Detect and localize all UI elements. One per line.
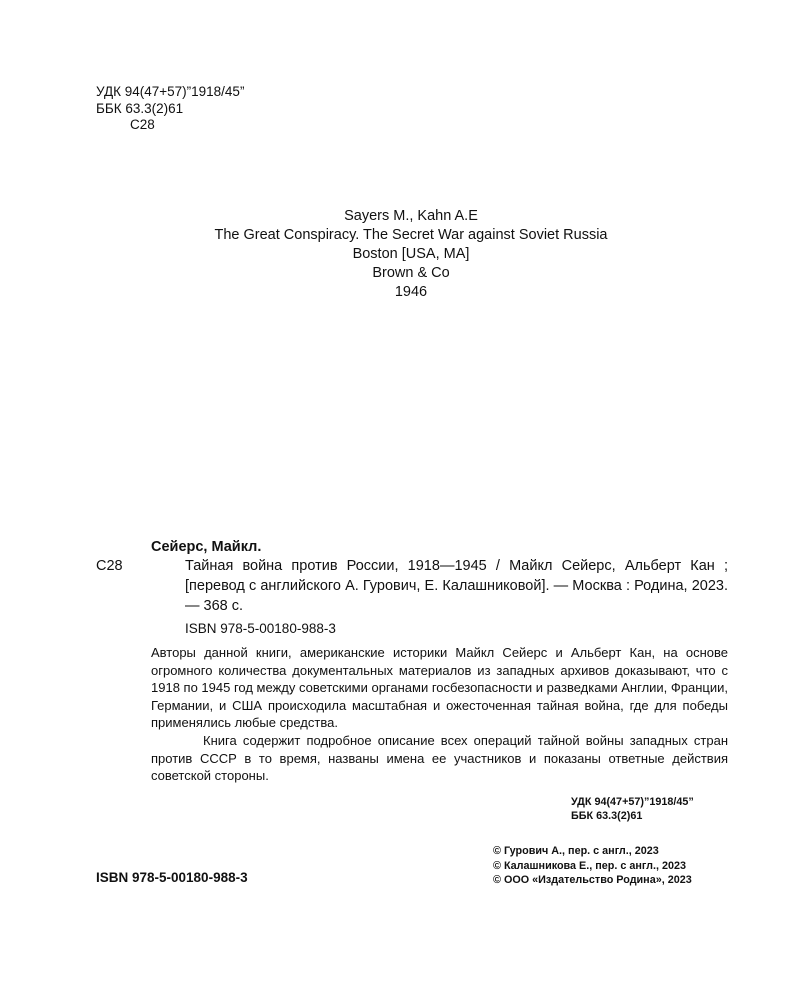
right-bbk-code: ББК 63.3(2)61 [571, 810, 643, 822]
catalog-code: С28 [96, 558, 123, 574]
isbn-bottom: ISBN 978-5-00180-988-3 [96, 870, 248, 885]
right-udk-code: УДК 94(47+57)”1918/45” [571, 796, 694, 808]
copyright-block [493, 844, 692, 888]
annotation-paragraph-2: Книга содержит подробное описание всех операций тайной войны западных стран против СССР в то время, названы имена ее участников и показаны ответные действия советской стороны. [151, 732, 728, 784]
original-publisher: Brown & Co [372, 265, 450, 281]
annotation-paragraph-1: Авторы данной книги, американские историки Майкл Сейерс и Альберт Кан, на основе огромного количества документальных материалов из западных архивов доказывают, что с 1918 по 1945 год между советскими органами госбезопасности и разведками Англии, Франции, Германии, и США происходила масштабная и ожесточенная тайная война, где для победы применялись любые средства. [151, 645, 729, 731]
copyright-line: © Калашникова Е., пер. с англ., 2023 [493, 859, 687, 872]
annotation [151, 644, 728, 785]
original-authors: Sayers M., Kahn A.E [344, 208, 478, 224]
original-edition-block [0, 207, 800, 302]
classification-block [96, 84, 244, 134]
catalog-description: Тайная война против России, 1918—1945 / Майкл Сейерс, Альберт Кан ; [перевод с английского А. Гурович, Е. Калашниковой]. — Москва : Родина, 2023. — 368 с. [185, 558, 728, 614]
catalog-author-heading: Сейерс, Майкл. [151, 539, 262, 555]
copyright-line: © Гурович А., пер. с англ., 2023 [493, 845, 659, 857]
original-place: Boston [USA, MA] [352, 246, 470, 262]
original-title: The Great Conspiracy. The Secret War against Soviet Russia [214, 227, 608, 243]
bbk-code: ББК 63.3(2)61 [96, 100, 184, 116]
author-sign: С28 [130, 117, 155, 132]
udk-code: УДК 94(47+57)”1918/45” [96, 84, 245, 99]
original-year: 1946 [394, 284, 428, 300]
right-classification-codes [571, 795, 694, 823]
catalog-isbn: ISBN 978-5-00180-988-3 [185, 621, 336, 636]
copyright-line: © ООО «Издательство Родина», 2023 [493, 874, 692, 887]
